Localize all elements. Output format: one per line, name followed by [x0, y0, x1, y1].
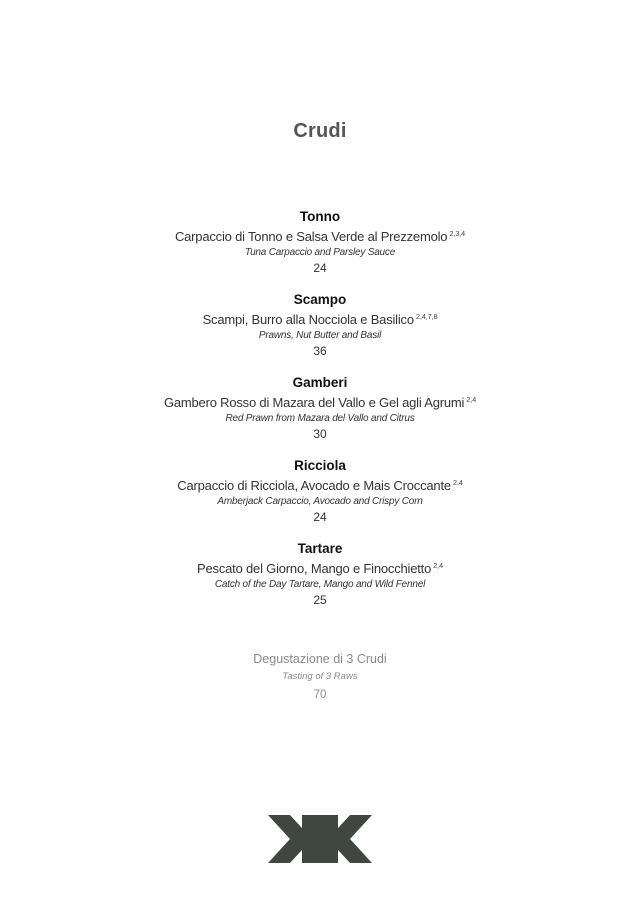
page-title: Crudi: [293, 120, 347, 142]
dish-item-tartare: [0, 540, 640, 623]
dish-price: 25: [313, 593, 327, 607]
allergen-codes: 2,4: [433, 561, 443, 570]
dish-translation: Tuna Carpaccio and Parsley Sauce: [244, 247, 396, 258]
dish-description: [0, 391, 640, 411]
tasting-menu: [0, 651, 640, 704]
dish-item-scampo: [0, 291, 640, 374]
logo-graphic: [268, 815, 372, 863]
tasting-translation: Tasting of 3 Raws: [282, 671, 358, 682]
dish-item-ricciola: [0, 457, 640, 540]
dish-translation: Amberjack Carpaccio, Avocado and Crispy Corn: [217, 496, 423, 507]
dish-description: [0, 225, 640, 245]
dish-description-text: Carpaccio di Tonno e Salsa Verde al Prezzemolo: [174, 229, 448, 244]
dish-name: Tartare: [297, 541, 343, 556]
dish-description-text: Gambero Rosso di Mazara del Vallo e Gel agli Agrumi: [163, 395, 465, 410]
allergen-codes: 2,4,7,8: [415, 312, 438, 321]
dish-description: [0, 557, 640, 577]
allergen-codes: 2,3,4: [449, 229, 466, 238]
dish-description: [0, 308, 640, 328]
dish-description-text: Scampi, Burro alla Nocciola e Basilico: [202, 312, 414, 327]
allergen-codes: 2,4: [466, 395, 477, 404]
dish-name: Scampo: [293, 292, 347, 307]
dish-list: [0, 208, 640, 623]
dish-name: Gamberi: [292, 375, 348, 390]
dish-name: Ricciola: [294, 458, 346, 473]
dish-price: 24: [313, 261, 327, 275]
dish-item-tonno: [0, 208, 640, 291]
dish-item-gamberi: [0, 374, 640, 457]
dish-price: 30: [313, 427, 327, 441]
dish-translation: Red Prawn from Mazara del Vallo and Citrus: [225, 413, 415, 424]
dish-price: 24: [313, 510, 327, 524]
tasting-name: Degustazione di 3 Crudi: [253, 652, 387, 666]
dish-name: Tonno: [299, 209, 341, 224]
dish-translation: Catch of the Day Tartare, Mango and Wild Fennel: [214, 579, 426, 590]
logo-left-stem: [302, 815, 320, 863]
dish-translation: Prawns, Nut Butter and Basil: [258, 330, 382, 341]
dish-description: [0, 474, 640, 494]
tasting-price: 70: [313, 689, 327, 701]
allergen-codes: 2,4: [452, 478, 463, 487]
dish-description-text: Pescato del Giorno, Mango e Finocchietto: [197, 561, 432, 576]
kk-monogram-logo: [268, 815, 372, 863]
dish-price: 36: [313, 344, 327, 358]
dish-description-text: Carpaccio di Ricciola, Avocado e Mais Croccante: [177, 478, 451, 493]
